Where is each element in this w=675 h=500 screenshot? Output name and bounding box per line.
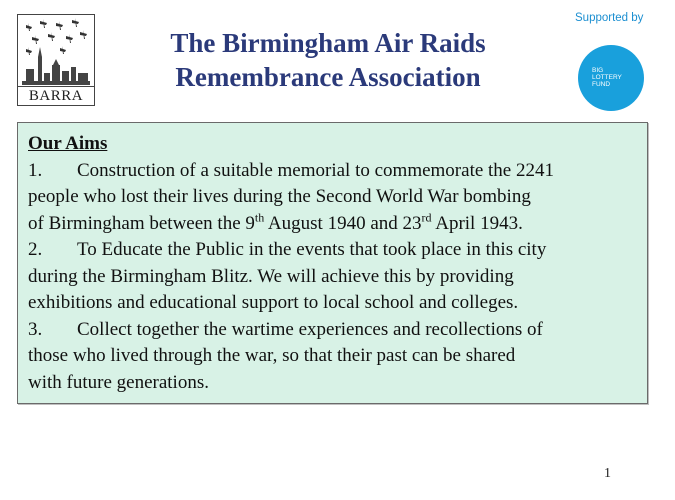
aim-1-line-3	[28, 211, 639, 238]
aim-2-line-1	[28, 237, 639, 264]
lottery-logo-text	[592, 67, 632, 88]
aim-text: To Educate the Public in the events that took place in this city	[77, 239, 547, 260]
aim-text: Construction of a suitable memorial to commemorate the 2241	[77, 159, 554, 181]
superscript: th	[254, 210, 265, 225]
aim-number: 2.	[28, 239, 43, 260]
aim-3-line-3: with future generations.	[28, 371, 209, 393]
title-line-2: Remembrance Association	[175, 62, 481, 92]
big-lottery-fund-logo	[578, 45, 644, 111]
superscript: rd	[421, 210, 432, 225]
aim-text: Collect together the wartime experiences and recollections of	[77, 318, 543, 340]
supported-by-label: Supported by	[575, 12, 644, 24]
barra-logo	[17, 14, 95, 106]
page-number: 1	[604, 466, 611, 481]
aim-2-line-3: exhibitions and educational support to local school and colleges.	[28, 292, 519, 313]
lottery-logo-line: BIG	[592, 67, 604, 74]
aim-number: 1.	[28, 159, 43, 181]
lottery-logo-line: FUND	[592, 81, 611, 88]
aim-3-line-2: those who lived through the war, so that their past can be shared	[28, 345, 516, 366]
aim-3-line-1	[28, 317, 639, 344]
aim-1-line-2: people who lost their lives during the Second World War bombing	[28, 186, 531, 207]
planes-over-city-icon	[20, 17, 92, 87]
logo-text: BARRA	[18, 86, 94, 105]
aim-number: 3.	[28, 318, 43, 340]
aim-text: of Birmingham between the 9	[28, 212, 255, 234]
aims-box	[17, 122, 648, 404]
aims-heading: Our Aims	[28, 133, 108, 154]
aim-text: August 1940 and 23	[264, 212, 422, 234]
aim-text: April 1943.	[431, 212, 523, 234]
lottery-logo-line: LOTTERY	[592, 74, 622, 81]
aim-1-line-1	[28, 158, 639, 185]
aim-2-line-2: during the Birmingham Blitz. We will achieve this by providing	[28, 265, 514, 287]
page-title	[118, 26, 538, 94]
title-line-1: The Birmingham Air Raids	[170, 28, 486, 58]
